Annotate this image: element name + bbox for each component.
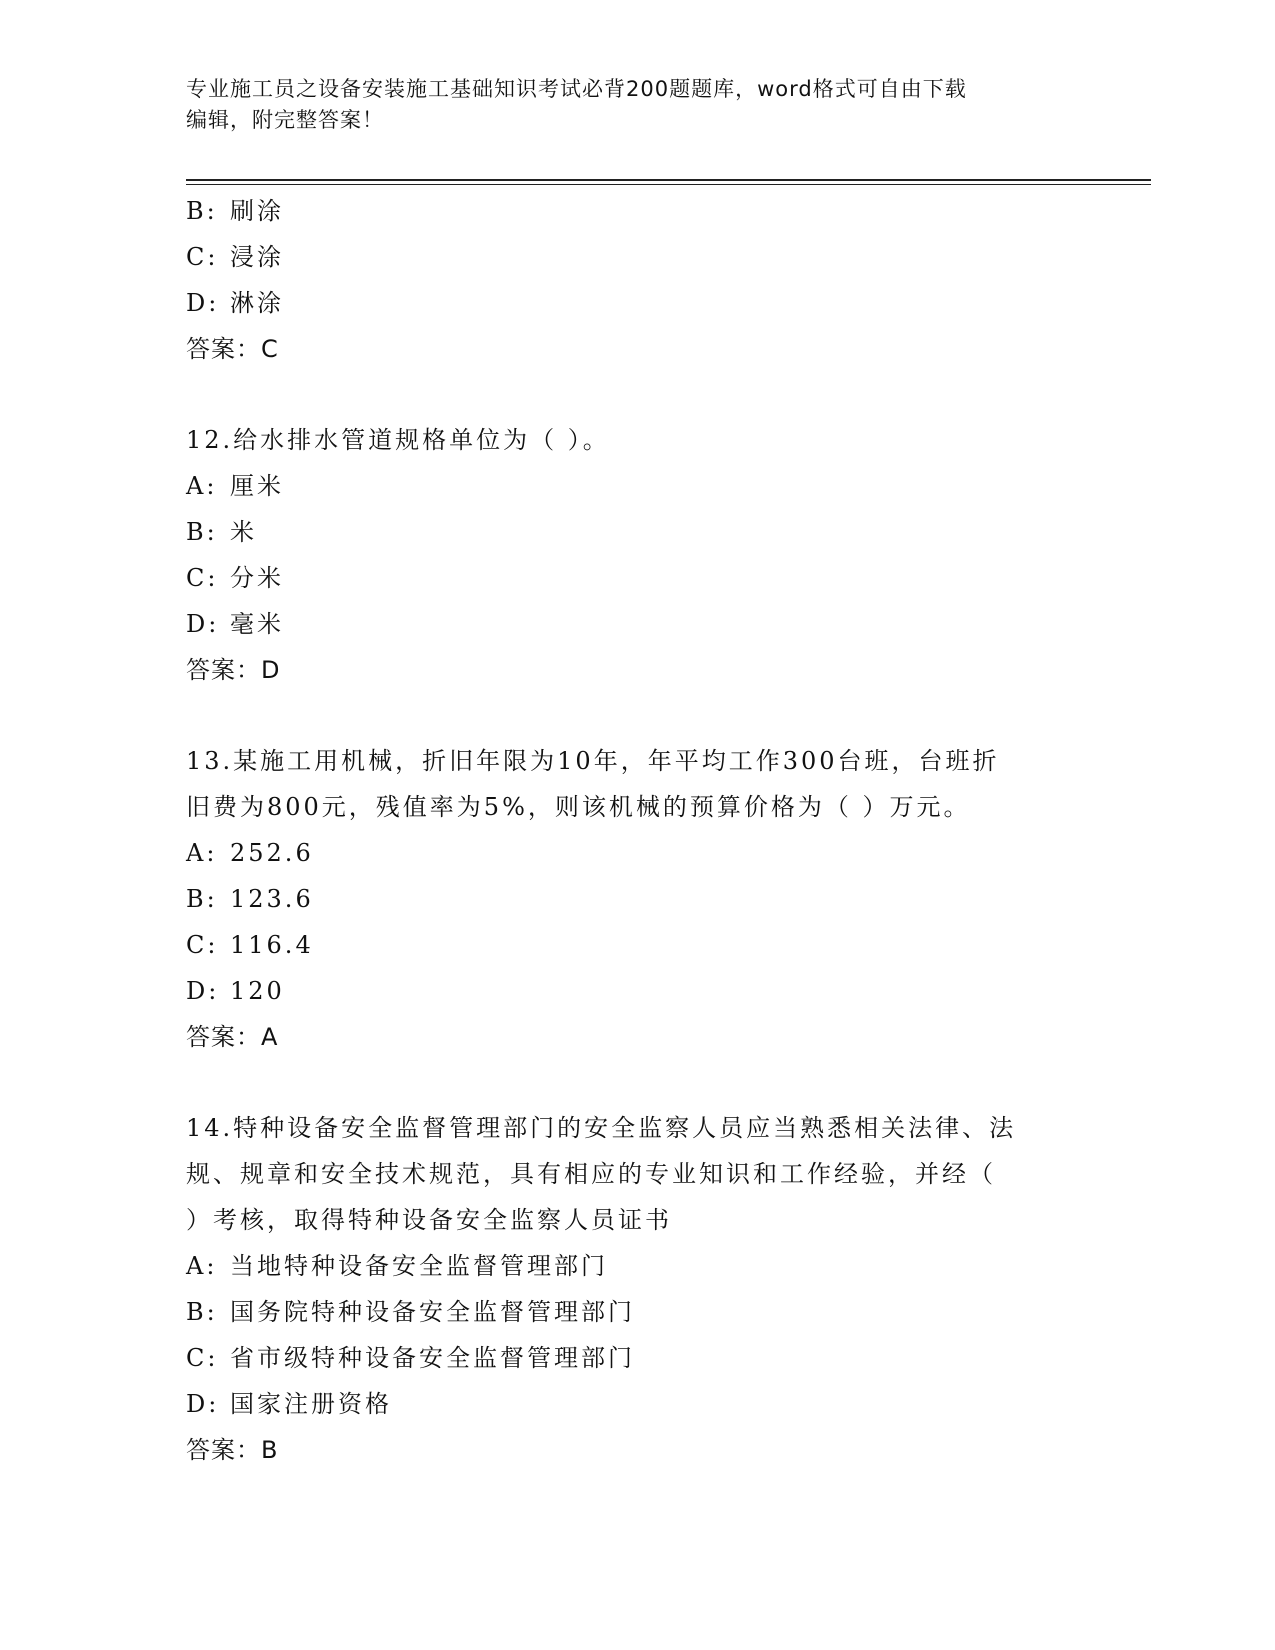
option-text: 国务院特种设备安全监督管理部门 [230, 1298, 635, 1326]
option-text: 252.6 [230, 839, 314, 867]
option-text: 省市级特种设备安全监督管理部门 [230, 1344, 635, 1372]
question-13 [186, 738, 1086, 1060]
option-key: A: [186, 1252, 218, 1280]
option-key: C: [186, 931, 219, 959]
option-text: 116.4 [230, 931, 314, 959]
option-key: C: [186, 243, 219, 271]
question-11-tail [186, 188, 1086, 372]
option-d [186, 280, 1086, 326]
option-b [186, 1289, 1086, 1335]
option-text: 国家注册资格 [230, 1390, 392, 1418]
answer-line: 答案：C [186, 335, 279, 363]
answer-line: 答案：A [186, 1023, 279, 1051]
option-d [186, 1381, 1086, 1427]
option-text: 毫米 [230, 610, 284, 638]
option-text: 刷涂 [230, 197, 284, 225]
spacer [186, 693, 1086, 738]
header-line-2: 编辑，附完整答案！ [186, 108, 384, 132]
header-line-1: 专业施工员之设备安装施工基础知识考试必背200题题库，word格式可自由下载 [186, 77, 967, 101]
option-key: C: [186, 564, 219, 592]
option-key: D: [186, 1390, 220, 1418]
answer-line: 答案：B [186, 1436, 279, 1464]
option-key: D: [186, 610, 220, 638]
option-key: B: [186, 885, 218, 913]
option-b [186, 509, 1086, 555]
option-text: 淋涂 [230, 289, 284, 317]
option-c [186, 234, 1086, 280]
option-a [186, 463, 1086, 509]
option-key: B: [186, 1298, 218, 1326]
option-text: 123.6 [230, 885, 314, 913]
option-d [186, 601, 1086, 647]
option-c [186, 1335, 1086, 1381]
question-stem: ）考核，取得特种设备安全监察人员证书 [186, 1206, 672, 1234]
option-key: B: [186, 518, 218, 546]
spacer [186, 1060, 1086, 1105]
option-b [186, 876, 1086, 922]
option-key: D: [186, 289, 220, 317]
header-rule-thick [186, 179, 1151, 181]
question-12 [186, 417, 1086, 693]
option-key: B: [186, 197, 218, 225]
option-text: 分米 [230, 564, 284, 592]
header-rule-thin [186, 184, 1151, 185]
option-key: A: [186, 839, 218, 867]
option-text: 当地特种设备安全监督管理部门 [230, 1252, 608, 1280]
option-key: A: [186, 472, 218, 500]
option-key: D: [186, 977, 220, 1005]
document-header [186, 74, 1086, 136]
spacer [186, 372, 1086, 417]
question-14 [186, 1105, 1086, 1473]
question-stem: 旧费为800元，残值率为5%，则该机械的预算价格为（ ）万元。 [186, 793, 971, 821]
option-text: 120 [230, 977, 285, 1005]
answer-line: 答案：D [186, 656, 281, 684]
question-stem: 12.给水排水管道规格单位为（ ）。 [186, 426, 610, 454]
option-text: 厘米 [230, 472, 284, 500]
option-a [186, 1243, 1086, 1289]
option-c [186, 555, 1086, 601]
option-b [186, 188, 1086, 234]
question-stem: 13.某施工用机械，折旧年限为10年，年平均工作300台班，台班折 [186, 747, 1000, 775]
option-text: 浸涂 [230, 243, 284, 271]
option-a [186, 830, 1086, 876]
option-text: 米 [230, 518, 257, 546]
question-stem: 规、规章和安全技术规范，具有相应的专业知识和工作经验，并经（ [186, 1160, 996, 1188]
question-stem: 14.特种设备安全监督管理部门的安全监察人员应当熟悉相关法律、法 [186, 1114, 1017, 1142]
question-list [186, 188, 1086, 1473]
option-d [186, 968, 1086, 1014]
option-key: C: [186, 1344, 219, 1372]
option-c [186, 922, 1086, 968]
